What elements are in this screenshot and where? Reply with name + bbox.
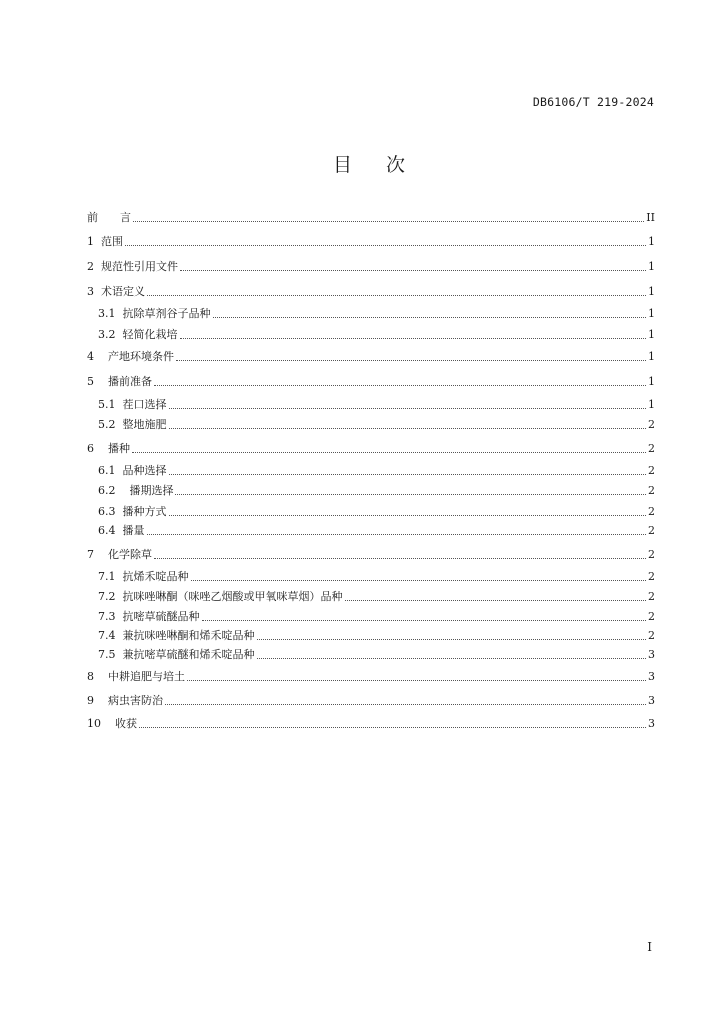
toc-entry-page: 1 [648,285,655,298]
toc-entry[interactable] [98,305,655,321]
toc-entry-page: 2 [648,590,655,603]
toc-entry-page: 2 [648,484,655,497]
toc-entry-page: 2 [648,629,655,642]
toc-entry-page: 2 [648,442,655,455]
toc-entry[interactable] [98,568,655,584]
toc-entry[interactable] [87,668,655,684]
toc-entry-label: 1 范围 [87,235,123,248]
toc-entry-label: 3 术语定义 [87,285,145,298]
toc-entry-label: 7.5 兼抗嘧草硫醚和烯禾啶品种 [98,648,255,661]
toc-leader-dots [202,620,647,621]
toc-entry-page: 3 [648,648,655,661]
toc-entry-page: 1 [648,350,655,363]
toc-leader-dots [175,494,646,495]
toc-leader-dots [147,534,647,535]
toc-entry-page: 2 [648,570,655,583]
toc-leader-dots [169,428,647,429]
toc-leader-dots [213,317,647,318]
toc-entry-page: 2 [648,464,655,477]
toc-entry[interactable] [87,440,655,456]
toc-entry-label: 3.1 抗除草剂谷子品种 [98,307,211,320]
toc-entry[interactable] [87,258,655,274]
toc-entry-label: 3.2 轻简化栽培 [98,328,178,341]
toc-entry-label: 7 化学除草 [87,548,152,561]
toc-leader-dots [169,408,647,409]
toc-entry-label: 10 收获 [87,717,137,730]
toc-entry-label: 前 言 [87,211,131,224]
toc-entry-page: 3 [648,670,655,683]
toc-leader-dots [176,360,646,361]
toc-entry-label: 6.3 播种方式 [98,505,167,518]
toc-leader-dots [139,727,646,728]
toc-entry-page: 1 [648,235,655,248]
toc-entry[interactable] [87,546,655,562]
toc-entry[interactable] [87,283,655,299]
toc-title: 目 次 [332,154,420,176]
toc-entry-label: 8 中耕追肥与培土 [87,670,185,683]
page-number: I [647,940,652,954]
toc-leader-dots [125,245,646,246]
toc-entry[interactable] [98,522,655,538]
toc-entry-page: 2 [648,418,655,431]
toc-entry[interactable] [87,692,655,708]
toc-entry-label: 5.1 茬口选择 [98,398,167,411]
toc-leader-dots [154,558,646,559]
toc-entry[interactable] [98,588,655,604]
table-of-contents [87,0,655,1024]
toc-leader-dots [180,338,647,339]
toc-leader-dots [169,474,647,475]
toc-entry[interactable] [98,416,655,432]
toc-entry-label: 6 播种 [87,442,130,455]
document-code: DB6106/T 219-2024 [532,95,654,109]
toc-entry-label: 7.1 抗烯禾啶品种 [98,570,189,583]
toc-entry-label: 5.2 整地施肥 [98,418,167,431]
toc-leader-dots [169,515,647,516]
toc-entry[interactable] [87,715,655,731]
toc-entry[interactable] [87,233,655,249]
toc-entry-page: 1 [648,260,655,273]
toc-entry-label: 9 病虫害防治 [87,694,163,707]
toc-entry-page: 1 [648,307,655,320]
toc-entry[interactable] [98,646,655,662]
toc-entry[interactable] [87,373,655,389]
toc-leader-dots [147,295,646,296]
toc-entry-page: 1 [648,375,655,388]
toc-entry-label: 6.4 播量 [98,524,145,537]
toc-entry-page: 2 [648,610,655,623]
toc-entry[interactable] [98,396,655,412]
toc-leader-dots [165,704,646,705]
toc-leader-dots [187,680,646,681]
toc-entry-page: 1 [648,398,655,411]
toc-entry-page: 3 [648,694,655,707]
toc-entry[interactable] [87,348,655,364]
toc-leader-dots [180,270,646,271]
toc-leader-dots [132,452,646,453]
toc-entry-label: 4 产地环境条件 [87,350,174,363]
toc-leader-dots [257,639,647,640]
toc-leader-dots [345,600,647,601]
toc-entry-label: 6.2 播期选择 [98,484,174,497]
toc-entry-label: 7.3 抗嘧草硫醚品种 [98,610,200,623]
toc-leader-dots [257,658,647,659]
toc-entry-page: II [646,211,655,224]
toc-entry-page: 1 [648,328,655,341]
toc-entry-page: 2 [648,505,655,518]
toc-entry-page: 3 [648,717,655,730]
toc-entry[interactable] [98,627,655,643]
toc-leader-dots [154,385,646,386]
toc-entry[interactable] [98,326,655,342]
toc-entry-label: 6.1 品种选择 [98,464,167,477]
toc-entry[interactable] [98,608,655,624]
toc-entry-label: 7.2 抗咪唑啉酮（咪唑乙烟酸或甲氧咪草烟）品种 [98,590,343,603]
toc-entry[interactable] [87,209,655,225]
toc-leader-dots [133,221,644,222]
toc-entry-page: 2 [648,524,655,537]
toc-entry-label: 7.4 兼抗咪唑啉酮和烯禾啶品种 [98,629,255,642]
toc-leader-dots [191,580,647,581]
toc-entry-page: 2 [648,548,655,561]
toc-entry[interactable] [98,462,655,478]
toc-entry[interactable] [98,503,655,519]
toc-entry-label: 2 规范性引用文件 [87,260,178,273]
toc-entry[interactable] [98,482,655,498]
toc-entry-label: 5 播前准备 [87,375,152,388]
